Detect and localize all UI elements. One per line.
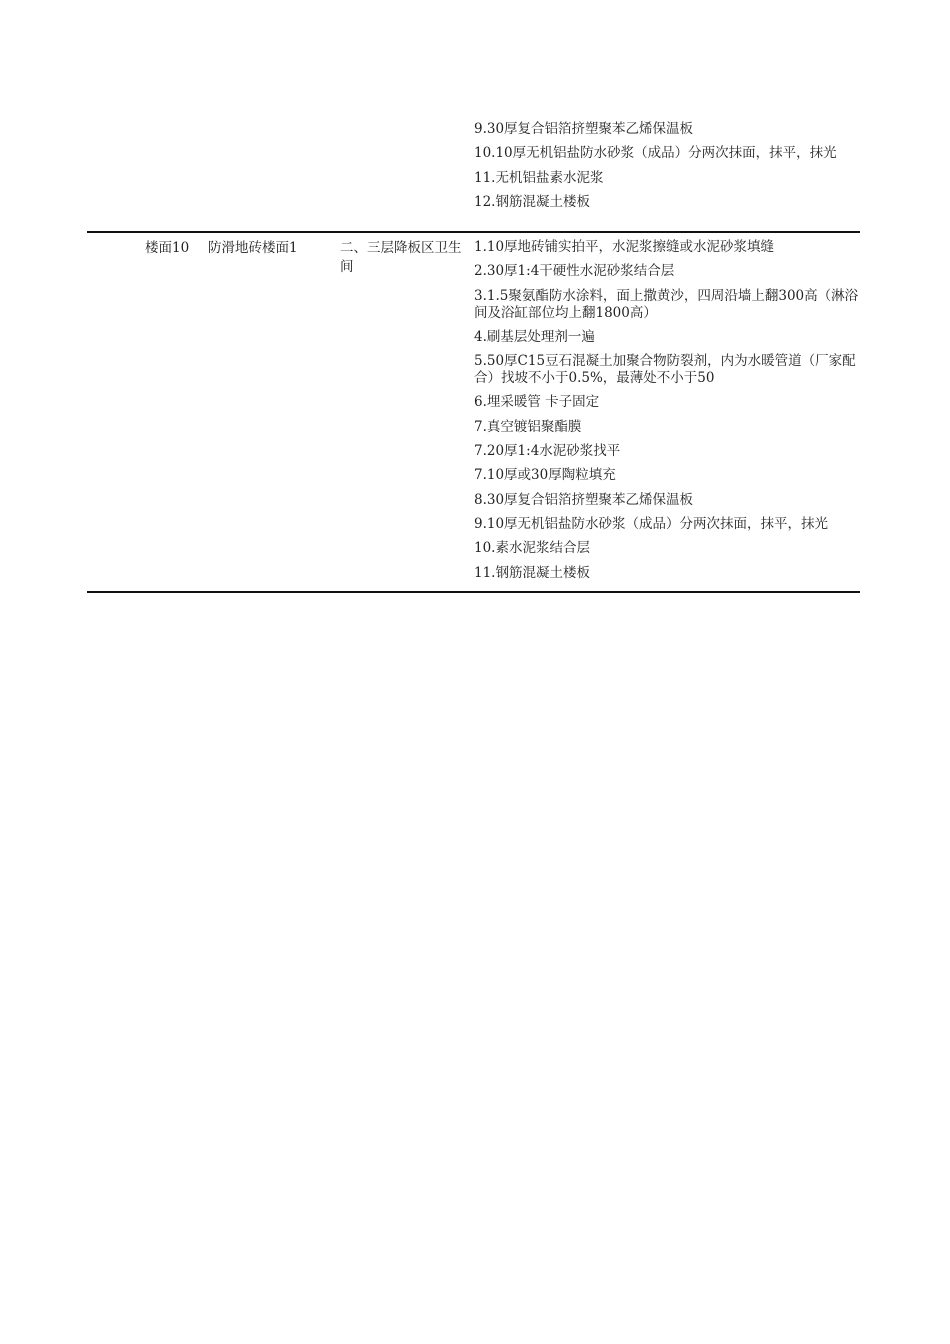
step-item: 9.30厚复合铝箔挤塑聚苯乙烯保温板 [474, 121, 694, 137]
table-rule-bottom [87, 591, 860, 593]
step-item: 11.钢筋混凝土楼板 [474, 564, 590, 581]
step-item: 7.真空镀铝聚酯膜 [474, 418, 582, 435]
step-item: 10.10厚无机铝盐防水砂浆（成品）分两次抹面，抹平，抹光 [474, 145, 837, 162]
table-rule-top [87, 231, 860, 233]
floor-location: 二、三层降板区卫生间 [340, 240, 462, 275]
step-item: 10.素水泥浆结合层 [474, 540, 590, 557]
step-item: 9.10厚无机铝盐防水砂浆（成品）分两次抹面，抹平，抹光 [474, 515, 829, 532]
step-item: 2.30厚1:4干硬性水泥砂浆结合层 [474, 263, 675, 280]
continued-steps [474, 121, 860, 218]
step-item: 7.20厚1:4水泥砂浆找平 [474, 443, 621, 460]
step-item: 5.50厚C15豆石混凝土加聚合物防裂剂，内为水暖管道（厂家配合）找坡不小于0.5%，最薄处不小于50 [474, 353, 856, 387]
floor-name: 防滑地砖楼面1 [208, 240, 298, 256]
step-item: 1.10厚地砖铺实拍平，水泥浆擦缝或水泥砂浆填缝 [474, 239, 775, 255]
floor-code: 楼面10 [145, 240, 190, 256]
construction-steps [474, 239, 860, 589]
step-item: 8.30厚复合铝箔挤塑聚苯乙烯保温板 [474, 491, 694, 508]
step-item: 11.无机铝盐素水泥浆 [474, 169, 604, 186]
step-item: 7.10厚或30厚陶粒填充 [474, 467, 616, 484]
step-item: 4.刷基层处理剂一遍 [474, 328, 595, 345]
step-item: 6.埋采暖管 卡子固定 [474, 394, 600, 411]
step-item: 3.1.5聚氨酯防水涂料，面上撒黄沙，四周沿墙上翻300高（淋浴间及浴缸部位均上翻1800高） [474, 287, 859, 321]
step-item: 12.钢筋混凝土楼板 [474, 193, 590, 210]
